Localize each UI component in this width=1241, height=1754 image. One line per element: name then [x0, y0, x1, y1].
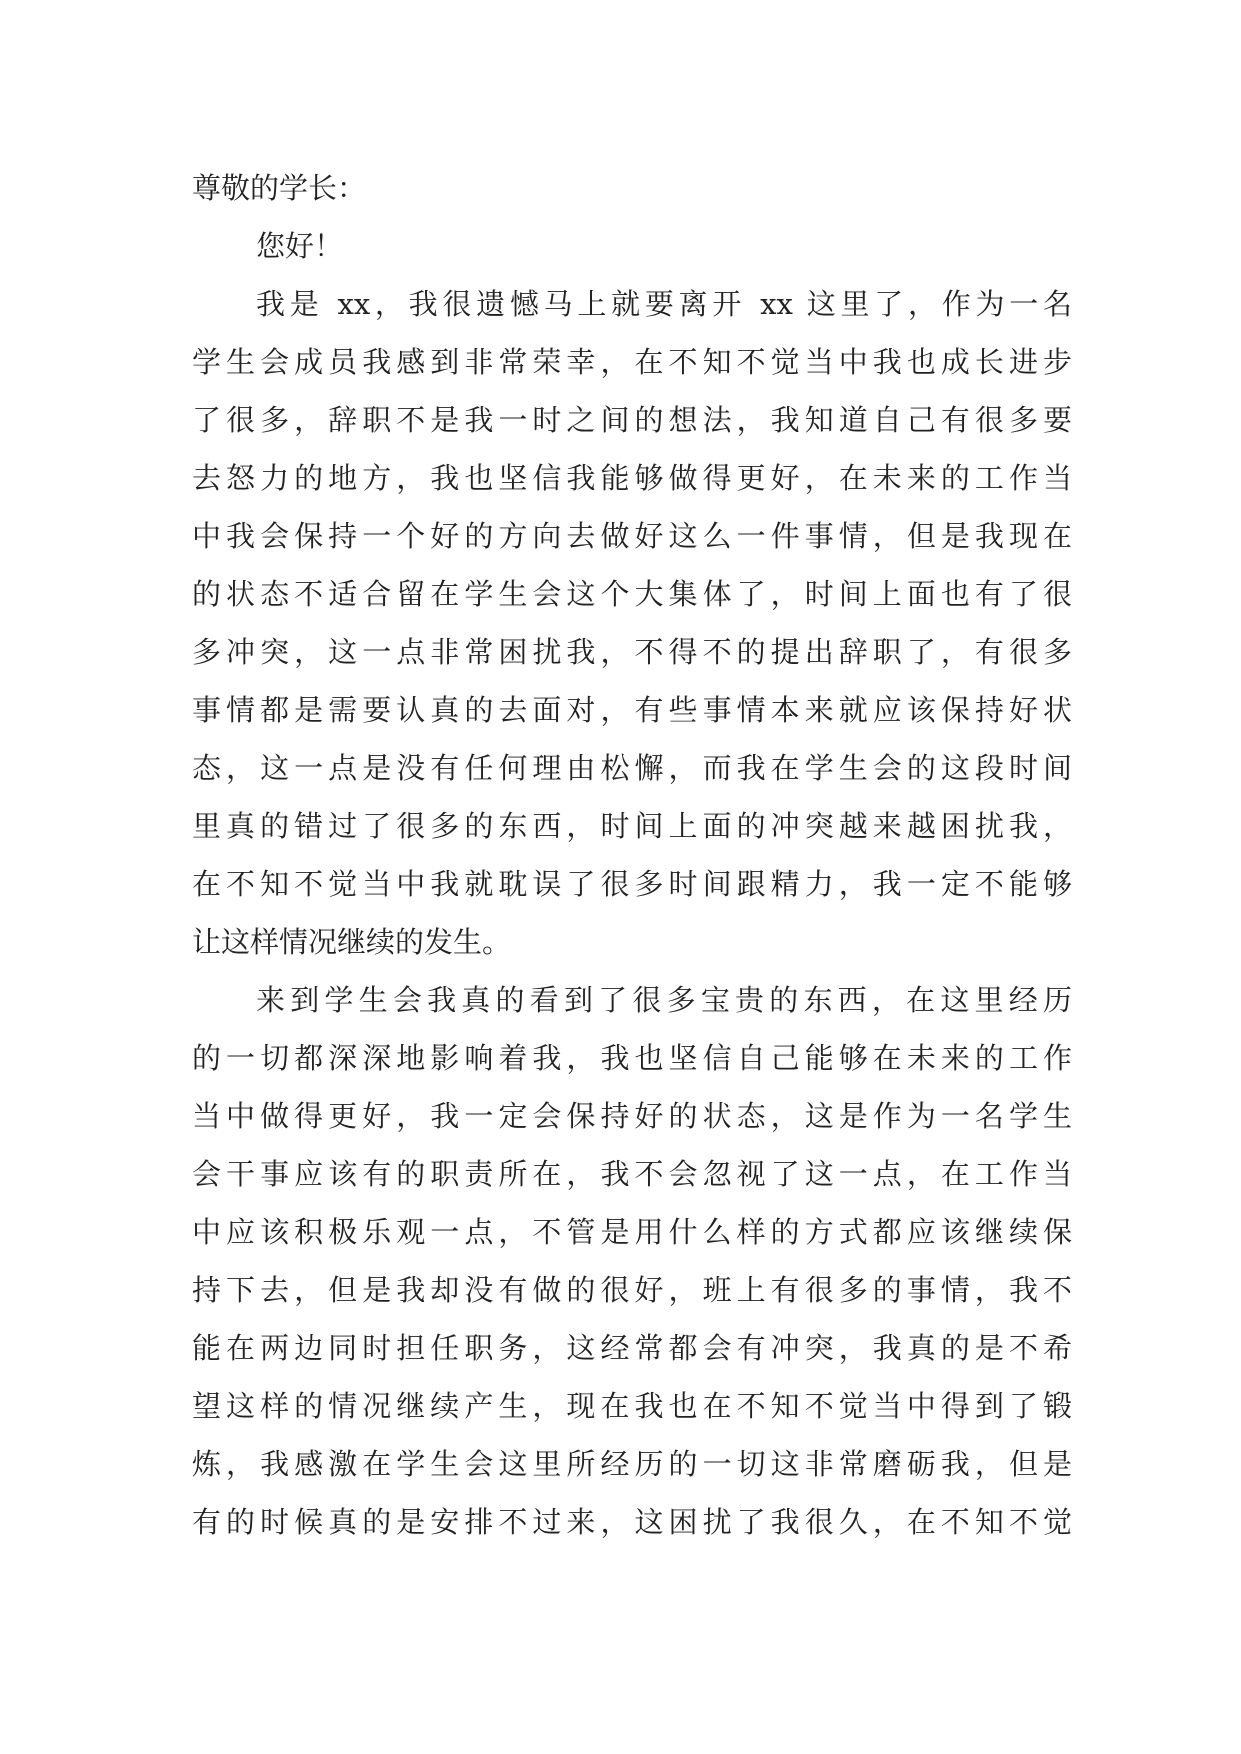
paragraph-line: 的一切都深深地影响着我，我也坚信自己能够在未来的工作	[192, 1041, 1072, 1075]
paragraph-line: 中我会保持一个好的方向去做好这么一件事情，但是我现在	[192, 519, 1072, 553]
paragraph-line: 态，这一点是没有任何理由松懈，而我在学生会的这段时间	[192, 751, 1072, 785]
paragraph-line: 当中做得更好，我一定会保持好的状态，这是作为一名学生	[192, 1099, 1072, 1133]
paragraph-line: 中应该积极乐观一点，不管是用什么样的方式都应该继续保	[192, 1215, 1072, 1249]
paragraph-line: 里真的错过了很多的东西，时间上面的冲突越来越困扰我，	[192, 809, 1072, 843]
paragraph-line: 望这样的情况继续产生，现在我也在不知不觉当中得到了锻	[192, 1389, 1072, 1423]
paragraph-line: 了很多，辞职不是我一时之间的想法，我知道自己有很多要	[192, 403, 1072, 437]
paragraph-line: 事情都是需要认真的去面对，有些事情本来就应该保持好状	[192, 693, 1072, 727]
paragraph-line: 我是 xx，我很遗憾马上就要离开 xx 这里了，作为一名	[256, 287, 1072, 321]
paragraph-line: 让这样情况继续的发生。	[192, 925, 512, 959]
paragraph-line: 的状态不适合留在学生会这个大集体了，时间上面也有了很	[192, 577, 1072, 611]
paragraph-line: 去怒力的地方，我也坚信我能够做得更好，在未来的工作当	[192, 461, 1072, 495]
greeting: 您好！	[256, 229, 344, 263]
salutation: 尊敬的学长：	[192, 171, 367, 205]
paragraph-line: 多冲突，这一点非常困扰我，不得不的提出辞职了，有很多	[192, 635, 1072, 669]
paragraph-line: 有的时候真的是安排不过来，这困扰了我很久，在不知不觉	[192, 1505, 1072, 1539]
paragraph-line: 持下去，但是我却没有做的很好，班上有很多的事情，我不	[192, 1273, 1072, 1307]
paragraph-line: 在不知不觉当中我就耽误了很多时间跟精力，我一定不能够	[192, 867, 1072, 901]
paragraph-line: 炼，我感激在学生会这里所经历的一切这非常磨砺我，但是	[192, 1447, 1072, 1481]
paragraph-line: 能在两边同时担任职务，这经常都会有冲突，我真的是不希	[192, 1331, 1072, 1365]
paragraph-line: 学生会成员我感到非常荣幸，在不知不觉当中我也成长进步	[192, 345, 1072, 379]
paragraph-line: 会干事应该有的职责所在，我不会忽视了这一点，在工作当	[192, 1157, 1072, 1191]
paragraph-line: 来到学生会我真的看到了很多宝贵的东西，在这里经历	[256, 983, 1072, 1017]
